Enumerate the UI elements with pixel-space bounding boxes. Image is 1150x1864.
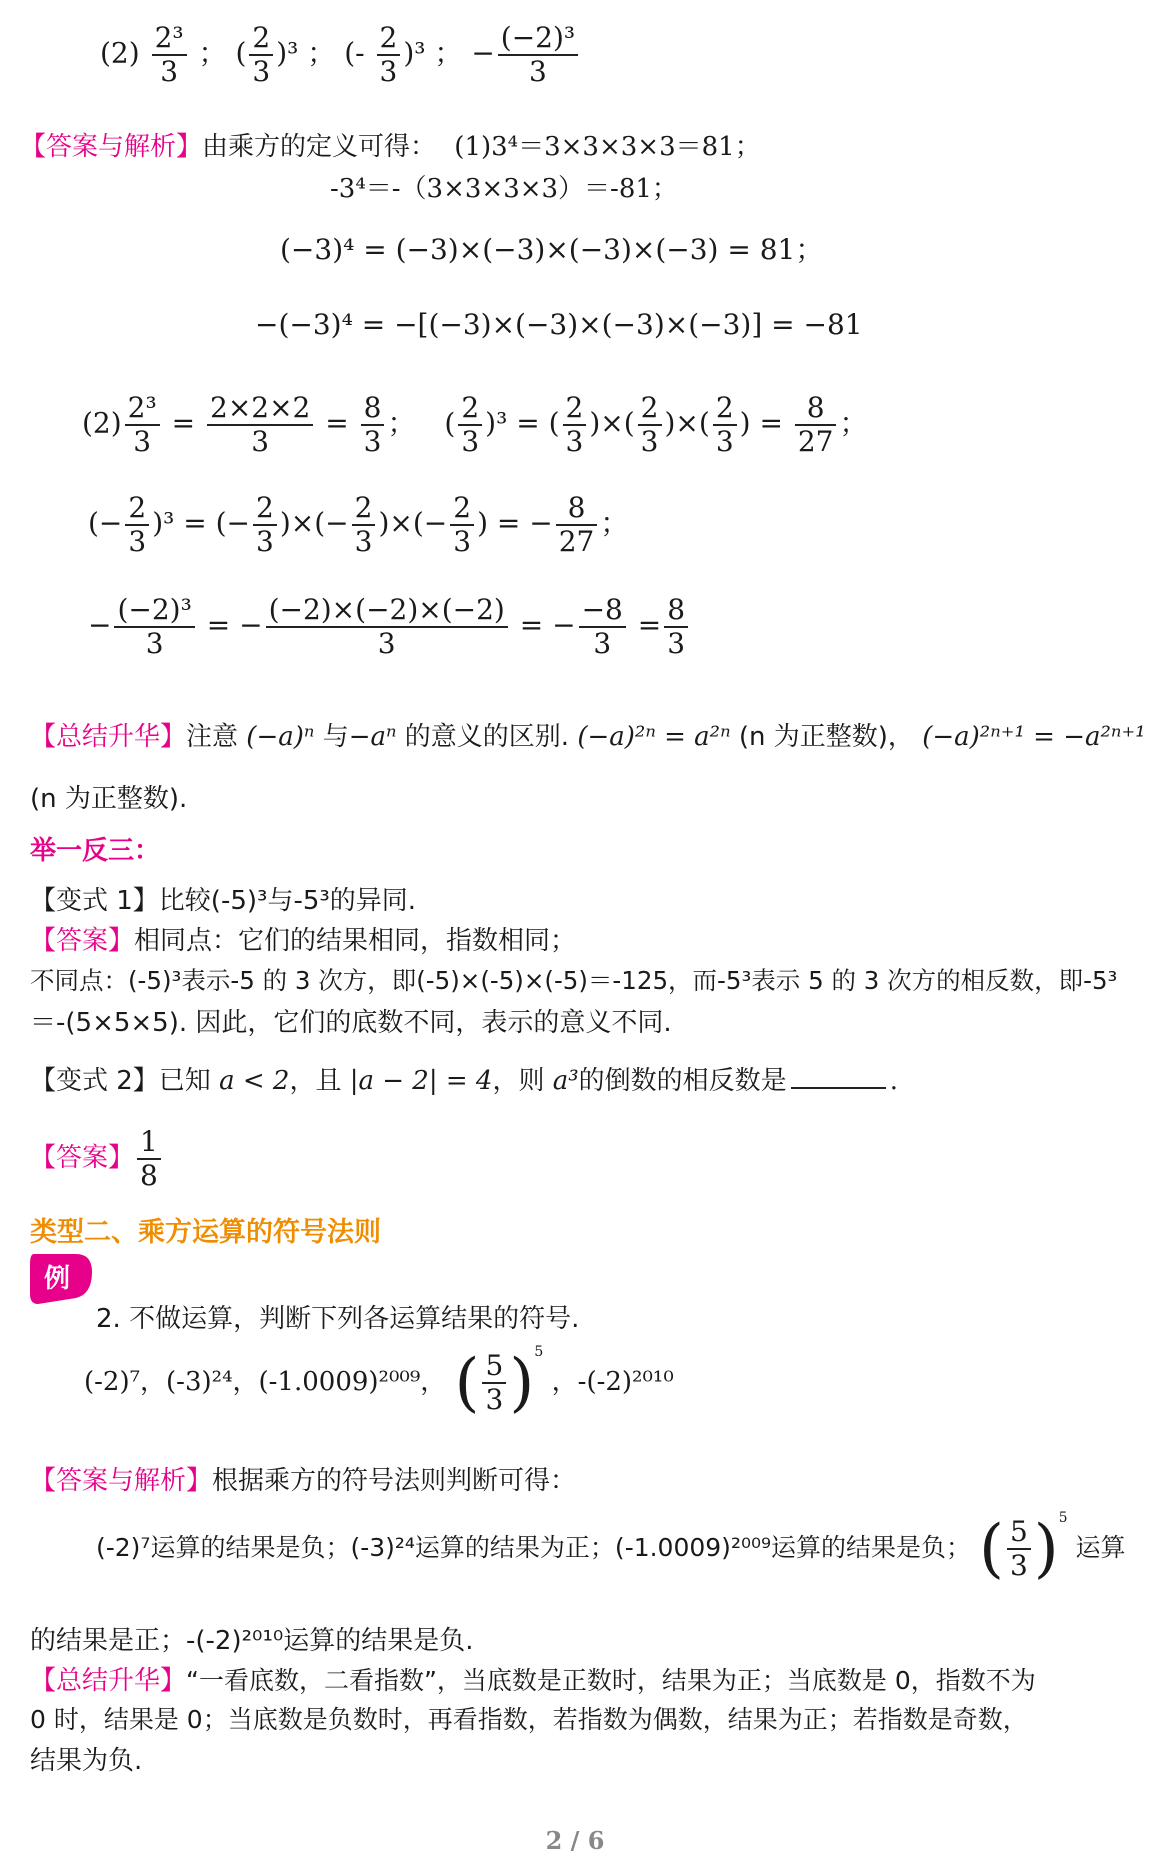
answer-tag: 【答案与解析】: [30, 1466, 213, 1496]
variant-1-answer: 【答案】相同点：它们的结果相同，指数相同；: [30, 926, 577, 956]
fraction: $\frac{2}{3}$: [563, 392, 587, 458]
summary-2-line1: 【总结升华】“一看底数，二看指数”，当底数是正数时，结果为正；当底数是 0，指数不为: [30, 1666, 1036, 1696]
fraction: $\frac{\text{(−2)³}}{3}$: [498, 22, 578, 88]
answer-1-line6: (− $\frac{2}{3}$ )³ = (− $\frac{2}{3}$ )×(− $\frac{2}{3}$ )×(− $\frac{2}{3}$ ) = − $\frac{8}{27}$ ；: [88, 491, 629, 559]
variant-1-line2: 不同点：(-5)³表示-5 的 3 次方，即(-5)×(-5)×(-5)＝-125，而-5³表示 5 的 3 次方的相反数，即-5³: [30, 966, 1118, 995]
section-heading-practice: 举一反三：: [30, 836, 161, 866]
answer-1-line5: (2) $\frac{\text{2³}}{3}$ = $\frac{2\times 2\times 2}{3}$ = $\frac{8}{3}$ ； ( $\frac{2}{3}$ )³ = ( $\frac{2}{3}$ )×( $\frac{2}{3}$ )×( $\frac{2}{3}$ ) = $\frac{8}{27}$ ；: [82, 391, 868, 459]
summary-tag: 【总结升华】: [30, 1666, 187, 1696]
fraction: $\frac{\text{2³}}{3}$: [125, 392, 160, 458]
fraction: $\frac{(-2)\times(-2)\times(-2)}{3}$: [266, 594, 508, 660]
fraction: $\frac{8}{3}$: [361, 392, 385, 458]
answer-1-line7: − $\frac{\text{(−2)³}}{3}$ = − $\frac{(-2)\times(-2)\times(-2)}{3}$ = − $\frac{-8}{3}$ = $\frac{8}{3}$: [88, 594, 691, 660]
answer-1-line2: -3⁴＝-（3×3×3×3）＝-81；: [330, 174, 678, 204]
answer-2-line1: (-2)⁷运算的结果是负；(-3)²⁴运算的结果为正；(-1.0009)²⁰⁰⁹运算的结果是负； ( $\frac{5}{3}$ )$^5$ 运算: [96, 1510, 1126, 1587]
summary-1-line1: 【总结升华】注意 (−a)ⁿ 与−aⁿ 的意义的区别. (−a)²ⁿ = a²ⁿ (n 为正整数)， (−a)²ⁿ⁺¹ = −a²ⁿ⁺¹: [30, 722, 1146, 752]
variant-1-title: 【变式 1】比较(-5)³与-5³的异同.: [30, 886, 417, 916]
summary-1-line2: (n 为正整数).: [30, 784, 188, 814]
fraction: $\frac{2}{3}$: [125, 492, 149, 558]
fraction: $\frac{\text{(−2)³}}{3}$: [114, 594, 194, 660]
variant-1-line3: ＝-(5×5×5). 因此，它们的底数不同，表示的意义不同.: [30, 1008, 672, 1038]
fraction: $\frac{-8}{3}$: [579, 594, 626, 660]
section-heading-type-2: 类型二、乘方运算的符号法则: [30, 1217, 381, 1248]
fraction: $\frac{\text{2³}}{3}$: [152, 22, 187, 88]
fraction: $\frac{8}{27}$: [556, 492, 598, 558]
page-number: 2 / 6: [545, 1826, 605, 1855]
fraction: $\frac{1}{8}$: [137, 1126, 161, 1192]
variant-2-question: 【变式 2】已知 a < 2，且 |a − 2| = 4，则 a³的倒数的相反数是 .: [30, 1066, 898, 1096]
example-2-text: 2. 不做运算，判断下列各运算结果的符号.: [96, 1304, 580, 1334]
summary-2-line2: 0 时，结果是 0；当底数是负数时，再看指数，若指数为偶数，结果为正；若指数是奇数，: [30, 1705, 1028, 1734]
answer-1-line3: (−3)⁴ = (−3)×(−3)×(−3)×(−3) = 81；: [280, 233, 824, 266]
fraction: $\frac{2}{3}$: [253, 492, 277, 558]
fraction: $\frac{2}{3}$: [638, 392, 662, 458]
fraction: $\frac{2}{3}$: [377, 22, 401, 88]
summary-tag: 【总结升华】: [30, 722, 187, 752]
summary-2-line3: 结果为负.: [30, 1746, 143, 1776]
answer-1-line4: −(−3)⁴ = −[(−3)×(−3)×(−3)×(−3)] = −81: [255, 308, 863, 341]
fraction: $\frac{2}{3}$: [249, 22, 273, 88]
example-badge-label: 例: [44, 1264, 71, 1294]
fraction: $\frac{5}{3}$: [1007, 1516, 1031, 1582]
answer-2-intro: 【答案与解析】根据乘方的符号法则判断可得：: [30, 1466, 577, 1496]
example-2-expressions: (-2)⁷，(-3)²⁴，(-1.0009)²⁰⁰⁹， ( $\frac{5}{3}$ )$^5$ ，-(-2)²⁰¹⁰: [84, 1344, 674, 1421]
fraction: $\frac{5}{3}$: [482, 1350, 506, 1416]
fraction: $\frac{2}{3}$: [352, 492, 376, 558]
fraction: $\frac{2}{3}$: [713, 392, 737, 458]
problem-label: (2): [100, 36, 140, 70]
fraction: $\frac{8}{27}$: [795, 392, 837, 458]
answer-tag: 【答案】: [30, 926, 135, 956]
fraction: $\frac{2}{3}$: [458, 392, 482, 458]
fraction: $\frac{2}{3}$: [450, 492, 474, 558]
answer-1-intro: 【答案与解析】由乘方的定义可得： (1)3⁴＝3×3×3×3＝81；: [20, 132, 761, 162]
fraction: $\frac{2\times 2\times 2}{3}$: [207, 392, 313, 458]
fraction: $\frac{8}{3}$: [664, 594, 688, 660]
answer-blank: [791, 1087, 886, 1089]
variant-2-answer: [30, 1126, 164, 1192]
answer-tag: 【答案】: [30, 1143, 135, 1174]
answer-tag: 【答案与解析】: [20, 132, 203, 162]
problem-2-expressions: (2) $\frac{\text{2³}}{3}$ ； ( $\frac{2}{3}$ )³ ； (- $\frac{2}{3}$ )³ ； − $\frac{\text{(−2)³}}{3}$: [100, 22, 581, 88]
answer-2-line2: 的结果是正；-(-2)²⁰¹⁰运算的结果是负.: [30, 1626, 474, 1656]
